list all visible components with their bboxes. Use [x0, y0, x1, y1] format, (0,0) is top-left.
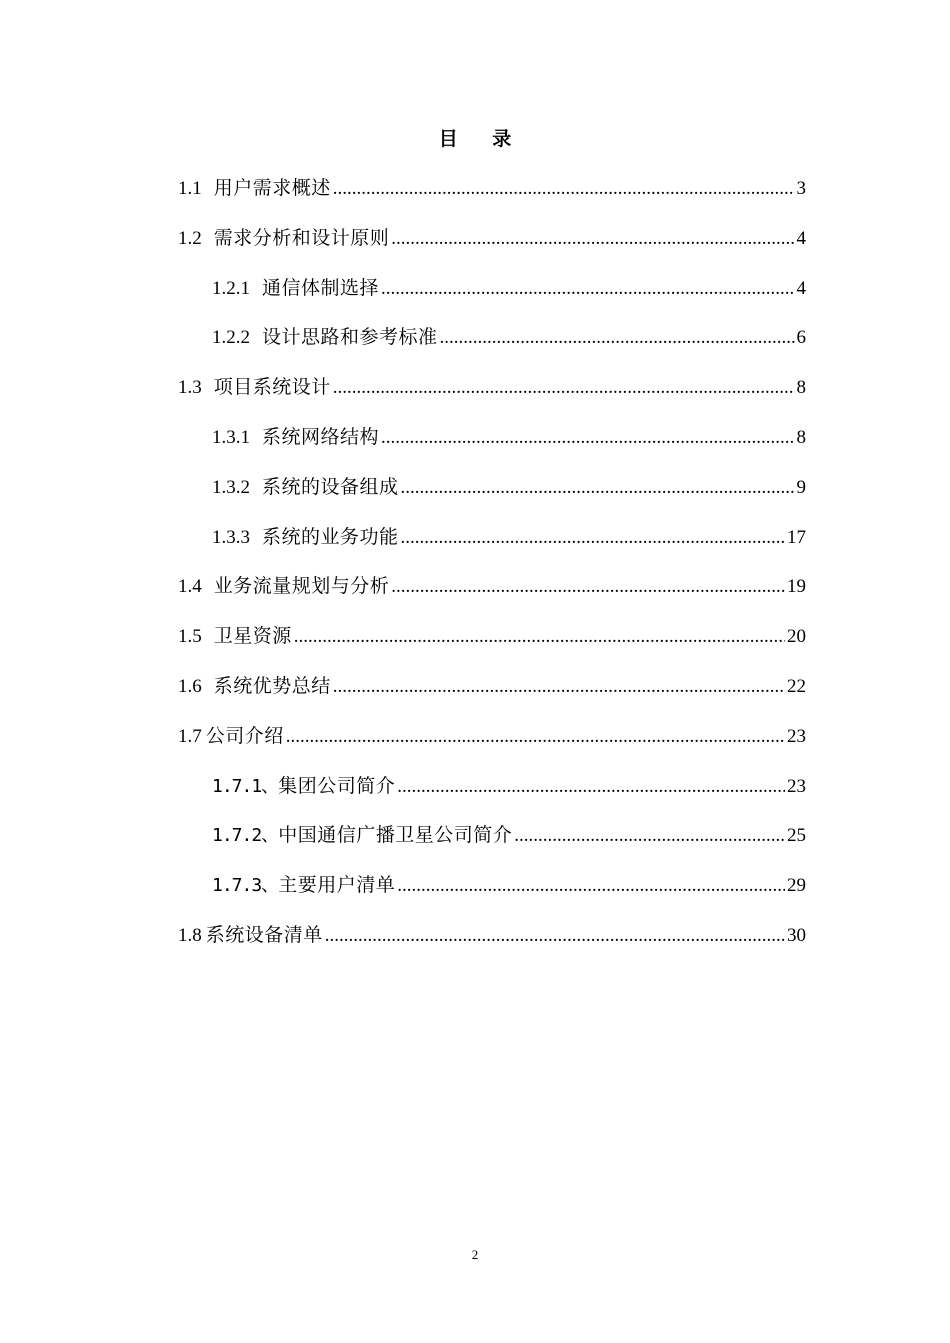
toc-entry-page: 8: [796, 377, 806, 399]
toc-entry-number: 1.5: [178, 626, 202, 648]
toc-entry[interactable]: [178, 264, 806, 314]
toc-entry[interactable]: [178, 861, 806, 911]
toc-entry-page: 17: [787, 526, 806, 548]
toc-dot-leader: [391, 562, 785, 612]
toc-entry-title: 用户需求概述: [213, 177, 331, 199]
toc-dot-leader: [333, 363, 795, 413]
toc-entry-title: 系统优势总结: [213, 674, 331, 697]
toc-entry-page: 23: [787, 725, 806, 747]
toc-entry[interactable]: [178, 562, 806, 612]
toc-entry-page: 22: [787, 675, 806, 697]
toc-entry[interactable]: [178, 164, 806, 214]
toc-dot-leader: [286, 712, 785, 762]
toc-dot-leader: [514, 811, 785, 861]
toc-entry-page: 9: [796, 476, 806, 498]
toc-entry-title: 卫星资源: [213, 625, 292, 648]
toc-entry-title: 业务流量规划与分析: [213, 575, 390, 598]
toc-dot-leader: [381, 264, 794, 314]
page-number: 2: [471, 1247, 479, 1262]
toc-entry-page: 30: [787, 924, 806, 946]
toc-dot-leader: [391, 214, 794, 264]
toc-entry-page: 19: [787, 576, 806, 598]
toc-entry-page: 3: [796, 178, 806, 199]
toc-entry-number: 1.6: [178, 675, 202, 697]
toc-entry-number: 1.7.3、: [212, 875, 279, 897]
toc-entry-title: 系统的设备组成: [262, 475, 399, 498]
toc-entry-number: 1.7.2、: [212, 825, 279, 847]
toc-dot-leader: [401, 463, 795, 513]
toc-dot-leader: [440, 313, 795, 363]
toc-entry-title: 项目系统设计: [213, 376, 331, 399]
toc-entry-number: 1.7: [178, 725, 202, 747]
toc-entry-number: 1.8: [178, 924, 202, 946]
toc-entry-page: 25: [787, 825, 806, 847]
toc-entry[interactable]: [178, 313, 806, 363]
toc-entry[interactable]: [178, 712, 806, 762]
toc-entry-number: 1.3: [178, 377, 202, 399]
toc-title: 目 录: [438, 128, 526, 150]
toc-entry[interactable]: [178, 762, 806, 812]
toc-entry-title: 中国通信广播卫星公司简介: [278, 824, 513, 847]
toc-entry-number: 1.2.2: [212, 327, 250, 349]
toc-dot-leader: [397, 861, 785, 911]
toc-entry-title: 通信体制选择: [262, 276, 380, 299]
toc-list: [178, 164, 806, 961]
toc-dot-leader: [401, 513, 785, 563]
toc-dot-leader: [333, 164, 795, 214]
toc-entry-title: 集团公司简介: [278, 774, 396, 797]
toc-entry[interactable]: [178, 413, 806, 463]
toc-entry-number: 1.1: [178, 178, 202, 199]
toc-entry-number: 1.3.3: [212, 526, 250, 548]
toc-entry-title: 系统设备清单: [205, 923, 323, 946]
toc-dot-leader: [294, 612, 785, 662]
toc-entry-number: 1.4: [178, 576, 202, 598]
toc-entry-page: 4: [796, 227, 806, 249]
toc-dot-leader: [381, 413, 794, 463]
toc-dot-leader: [325, 911, 785, 961]
toc-entry-page: 4: [796, 277, 806, 299]
toc-entry-number: 1.2: [178, 227, 202, 249]
toc-entry-title: 主要用户清单: [278, 874, 396, 897]
toc-entry-title: 系统的业务功能: [262, 525, 399, 548]
toc-entry-page: 8: [796, 426, 806, 448]
toc-entry-title: 系统网络结构: [262, 425, 380, 448]
toc-entry[interactable]: [178, 463, 806, 513]
toc-entry-title: 需求分析和设计原则: [213, 226, 390, 249]
toc-entry[interactable]: [178, 662, 806, 712]
toc-entry-page: 6: [796, 327, 806, 349]
toc-entry[interactable]: [178, 363, 806, 413]
toc-entry-number: 1.3.1: [212, 426, 250, 448]
toc-dot-leader: [397, 762, 785, 812]
toc-entry[interactable]: [178, 911, 806, 961]
toc-entry-title: 设计思路和参考标准: [262, 326, 438, 349]
toc-entry-number: 1.2.1: [212, 277, 250, 299]
toc-entry[interactable]: [178, 513, 806, 563]
toc-entry-page: 29: [787, 875, 806, 897]
toc-entry[interactable]: [178, 612, 806, 662]
toc-entry-page: 20: [787, 626, 806, 648]
toc-entry-number: 1.7.1、: [212, 775, 279, 797]
toc-entry-page: 23: [787, 775, 806, 797]
toc-dot-leader: [333, 662, 785, 712]
toc-entry[interactable]: [178, 811, 806, 861]
toc-entry-number: 1.3.2: [212, 476, 250, 498]
toc-entry[interactable]: [178, 214, 806, 264]
toc-entry-title: 公司介绍: [205, 724, 284, 747]
